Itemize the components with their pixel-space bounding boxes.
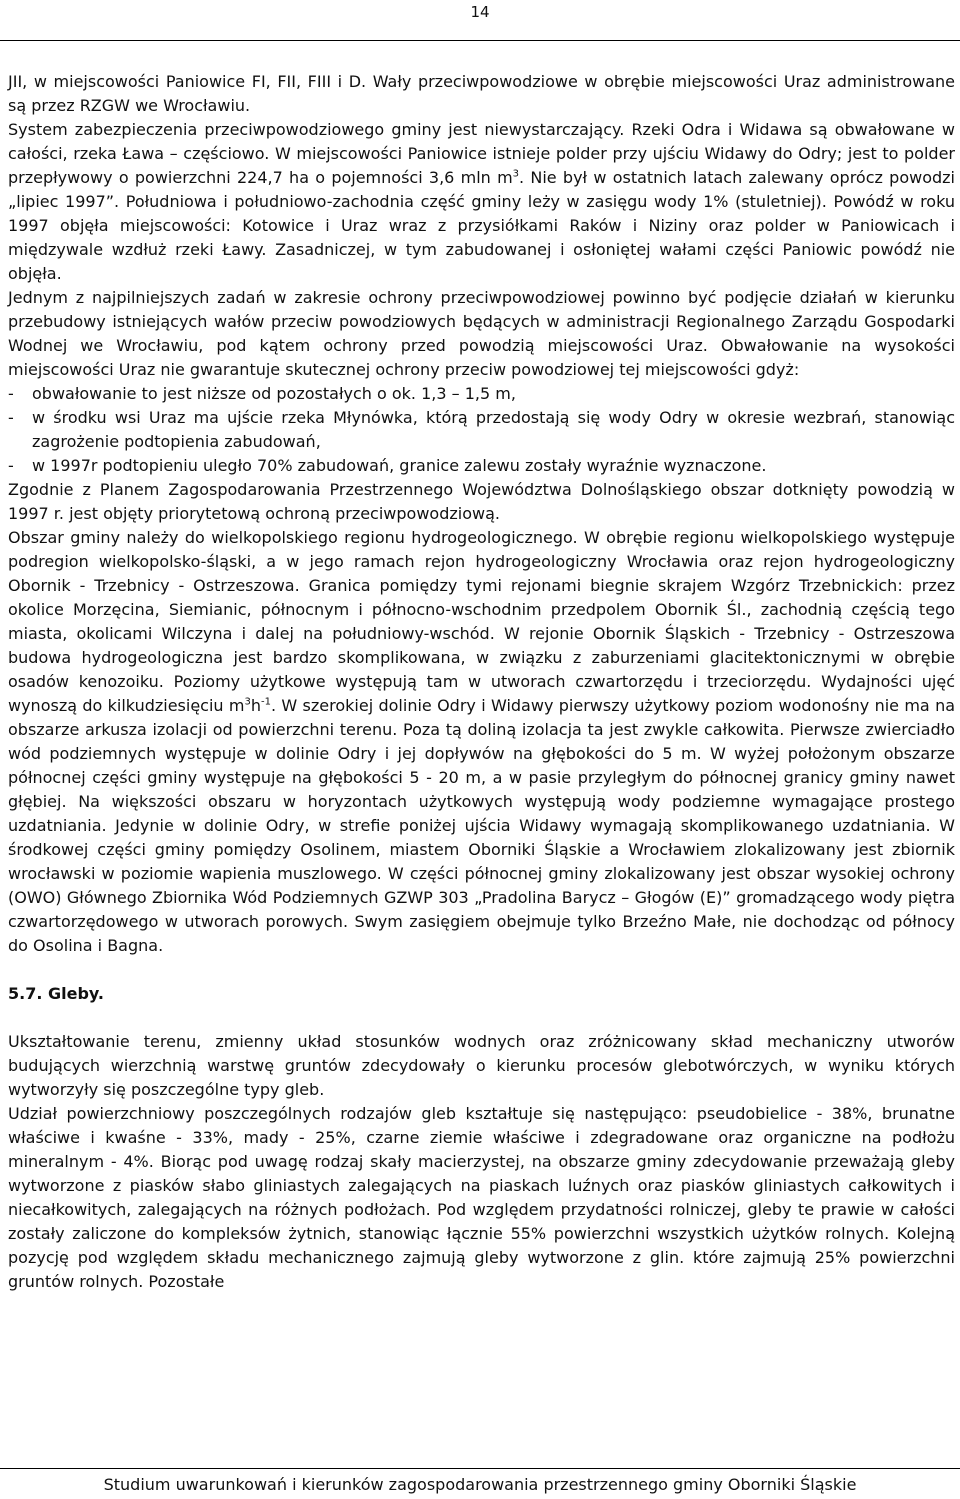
paragraph-plan: Zgodnie z Planem Zagospodarowania Przestrzennego Województwa Dolnośląskiego obszar dotknięty powodzią w 1997 r. jest objęty priorytetową ochroną przeciwpowodziową.: [8, 480, 955, 523]
footer-rule: [0, 1468, 960, 1469]
list-item: [8, 406, 955, 454]
dash-bullet: -: [8, 456, 14, 475]
paragraph-soils-intro: Ukształtowanie terenu, zmienny układ stosunków wodnych oraz zróżnicowany skład mechaniczny utworów budujących wierzchnią warstwę gruntów zdecydowały o kierunku procesów glebotwórczych, w wyniku których wytworzyły się poszczególne typy gleb.: [8, 1032, 955, 1099]
paragraph-hydrogeology: [8, 526, 955, 958]
body-text: [8, 70, 955, 1294]
list-item-text: w 1997r podtopieniu uległo 70% zabudowań, granice zalewu zostały wyraźnie wyznaczone.: [32, 456, 767, 475]
paragraph-soils-share: Udział powierzchniowy poszczególnych rodzajów gleb kształtuje się następująco: pseudobielice - 38%, brunatne właściwe i kwaśne - 33%, mady - 25%, czarne ziemie właściwe i zdegradowane oraz organiczne na podłożu mineralnym - 4%. Biorąc pod uwagę rodzaj skały macierzystej, na obszarze gminy zdecydowanie przeważają gleby wytworzone z piasków słabo gliniastych zalegających na piaskach luźnych oraz piasków gliniastych całkowitych i niecałkowitych, zalegających na różnych podłożach. Pod względem przydatności rolniczej, gleby te prawie w całości zostały zaliczone do kompleksów żytnich, stanowiąc łącznie 55% powierzchni wszystkich użytków rolnych. Kolejną pozycję pod względem składu mechanicznego zajmują gleby wytworzone z glin. które zajmują 25% powierzchni gruntów rolnych. Pozostałe: [8, 1104, 955, 1291]
page-number: 14: [470, 3, 490, 21]
superscript: -1: [261, 696, 271, 708]
superscript: 3: [244, 696, 251, 708]
paragraph-text: System zabezpieczenia przeciwpowodziowego gminy jest niewystarczający. Rzeki Odra i Widawa są obwałowane w całości, rzeka Ława – częściowo. W miejscowości Paniowice istnieje polder przy ujściu Widawy do Odry; jest to polder przepływowy o powierzchni 224,7 ha o pojemności 3,6 mln m: [8, 120, 955, 187]
unit-text: h: [250, 696, 261, 715]
spacer: [8, 958, 955, 982]
paragraph-flood-tasks: Jednym z najpilniejszych zadań w zakresie ochrony przeciwpowodziowej powinno być podjęcie działań w kierunku przebudowy istniejących wałów przeciw powodziowych będących w administracji Regionalnego Zarządu Gospodarki Wodnej we Wrocławiu, pod kątem ochrony przed powodzią miejscowości Uraz. Obwałowanie na wysokości miejscowości Uraz nie gwarantuje skutecznej ochrony przeciw powodziowej tej miejscowości gdyż:: [8, 288, 955, 379]
superscript: 3: [512, 168, 520, 180]
footer-title: Studium uwarunkowań i kierunków zagospodarowania przestrzennego gminy Oborniki Śląskie: [103, 1475, 857, 1494]
list-item: [8, 382, 955, 406]
dash-bullet: -: [8, 384, 14, 403]
paragraph-text: JII, w miejscowości Paniowice FI, FII, FIII i D. Wały przeciwpowodziowe w obrębie miejscowości Uraz administrowane są przez RZGW we Wrocławiu.: [8, 72, 955, 115]
list-item: [8, 454, 955, 478]
paragraph-flood-works: [8, 70, 955, 286]
paragraph-text: . Nie był w ostatnich latach zalewany oprócz powodzi „lipiec 1997”. Południowa i południowo-zachodnia część gminy leży w zasięgu wody 1% (stuletniej). Powódź w roku 1997 objęła miejscowości: Kotowice i Uraz wraz z przysiółkami Raków i Niziny oraz polder w Paniowicach i międzywale wzdłuż rzeki Ławy. Zasadniczej, w tym zabudowanej i osłoniętej wałami części Paniowic powódź nie objęła.: [8, 168, 955, 283]
section-heading: 5.7. Gleby.: [8, 984, 104, 1003]
list-item-text: obwałowanie to jest niższe od pozostałych o ok. 1,3 – 1,5 m,: [32, 384, 516, 403]
paragraph-text: Obszar gminy należy do wielkopolskiego regionu hydrogeologicznego. W obrębie regionu wielkopolskiego występuje podregion wielkopolsko-śląski, a w jego ramach rejon hydrogeologiczny Wrocławia oraz rejon hydrogeologiczny Obornik - Trzebnicy - Ostrzeszowa. Granica pomiędzy tymi rejonami biegnie skrajem Wzgórz Trzebnickich: przez okolice Morzęcina, Siemianic, północnym i północno-wschodnim przedpolem Obornik Śl., zachodnią częścią tego miasta, okolicami Wilczyna i dalej na południowy-wschód. W rejonie Obornik Śląskich - Trzebnicy - Ostrzeszowa budowa hydrogeologiczna jest bardzo skomplikowana, w związku z zaburzeniami glacitektonicznymi w obrębie osadów kenozoiku. Poziomy użytkowe występują tam w utworach czwartorzędu i trzeciorzędu. Wydajności ujęć wynoszą do kilkudziesięciu m: [8, 528, 955, 715]
header-rule: [0, 40, 960, 41]
dash-bullet: -: [8, 408, 14, 427]
list-item-text: w środku wsi Uraz ma ujście rzeka Młynówka, którą przedostają się wody Odry w okresie wezbrań, stanowiąc zagrożenie podtopienia zabudowań,: [32, 408, 955, 451]
spacer: [8, 1006, 955, 1030]
paragraph-text: . W szerokiej dolinie Odry i Widawy pierwszy użytkowy poziom wodonośny nie ma na obszarze arkusza izolacji od powierzchni terenu. Poza tą doliną izolacja ta jest zwykle całkowita. Pierwsze zwierciadło wód podziemnych występuje w dolinie Odry i jej dopływów na głębokości do 5 m. W wyżej położonym obszarze północnej części gminy występuje na głębokości 5 - 20 m, a w pasie przyległym do północnej granicy gminy nawet głębiej. Na większości obszaru w horyzontach użytkowych występują wody podziemne wymagające prostego uzdatniania. Jedynie w dolinie Odry, w strefie poniżej ujścia Widawy wymagają skomplikowanego uzdatniania. W środkowej części gminy pomiędzy Osolinem, miastem Oborniki Śląskie a Wrocławiem zlokalizowany jest zbiornik wrocławski w poziomie wapienia muszlowego. W części północnej gminy zlokalizowany jest obszar wysokiej ochrony (OWO) Głównego Zbiornika Wód Podziemnych GZWP 303 „Pradolina Barycz – Głogów (E)” gromadzącego wody piętra czwartorzędowego w utworach porowych. Swym zasięgiem obejmuje tylko Brzeźno Małe, nie dochodząc od północy do Osolina i Bagna.: [8, 696, 956, 955]
